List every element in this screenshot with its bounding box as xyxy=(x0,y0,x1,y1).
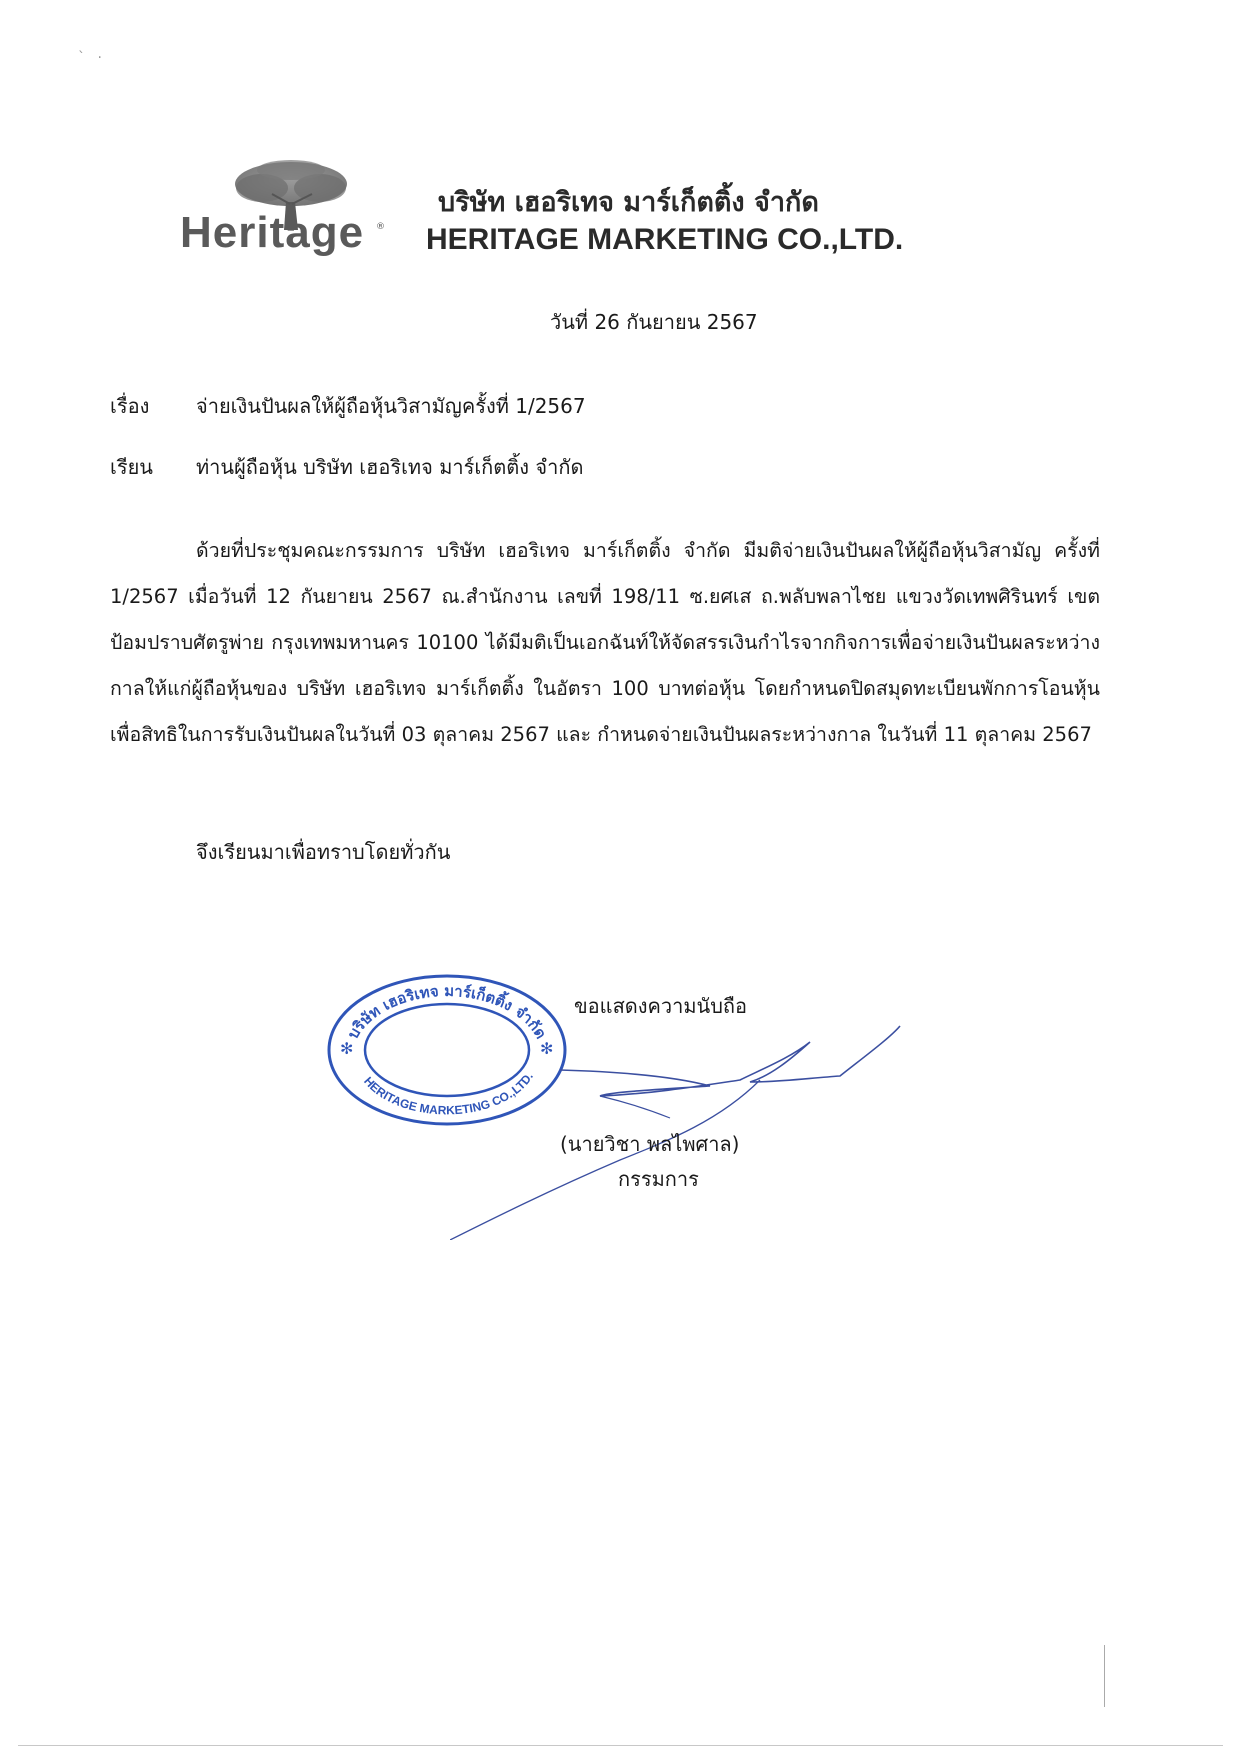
letter-body: ด้วยที่ประชุมคณะกรรมการ บริษัท เฮอริเทจ มาร์เก็ตติ้ง จำกัด มีมติจ่ายเงินปันผลให้ผู้ถือหุ้นวิสามัญ ครั้งที่ 1/2567 เมื่อวันที่ 12 กันยายน 2567 ณ.สำนักงาน เลขที่ 198/11 ซ.ยศเส ถ.พลับพลาไชย แขวงวัดเทพศิรินทร์ เขตป้อมปราบศัตรูพ่าย กรุงเทพมหานคร 10100 ได้มีมติเป็นเอกฉันท์ให้จัดสรรเงินกำไรจากกิจการเพื่อจ่ายเงินปันผลระหว่างกาลให้แก่ผู้ถือหุ้นของ บริษัท เฮอริเทจ มาร์เก็ตติ้ง ในอัตรา 100 บาทต่อหุ้น โดยกำหนดปิดสมุดทะเบียนพักการโอนหุ้นเพื่อสิทธิในการรับเงินปันผลในวันที่ 03 ตุลาคม 2567 และ กำหนดจ่ายเงินปันผลระหว่างกาล ในวันที่ 11 ตุลาคม 2567 xyxy=(110,539,1100,746)
signer-name: (นายวิชา พลไพศาล) xyxy=(560,1132,740,1156)
page-bottom-edge xyxy=(18,1745,1223,1746)
company-name-thai: บริษัท เฮอริเทจ มาร์เก็ตติ้ง จำกัด xyxy=(438,187,819,218)
recipient-text: ท่านผู้ถือหุ้น บริษัท เฮอริเทจ มาร์เก็ตติ้ง จำกัด xyxy=(196,455,584,479)
logo-wordmark: Heritage xyxy=(180,208,365,257)
signer-position: กรรมการ xyxy=(618,1167,699,1191)
heritage-logo xyxy=(180,158,402,258)
closing-line: จึงเรียนมาเพื่อทราบโดยทั่วกัน xyxy=(196,840,451,864)
stamp-star-left-icon: ✻ xyxy=(340,1039,354,1058)
recipient-label: เรียน xyxy=(110,455,153,479)
company-name-english: HERITAGE MARKETING CO.,LTD. xyxy=(426,223,904,256)
scan-edge-mark xyxy=(1104,1645,1105,1707)
registered-mark: ® xyxy=(376,222,385,232)
stamp-star-right-icon: ✻ xyxy=(540,1039,554,1058)
subject-label: เรื่อง xyxy=(110,394,150,418)
scan-speck: ` · xyxy=(78,50,106,66)
stamp-text-thai: บริษัท เฮอริเทจ มาร์เก็ตติ้ง จำกัด xyxy=(343,981,551,1042)
regards-text: ขอแสดงความนับถือ xyxy=(574,994,748,1018)
letter-date: วันที่ 26 กันยายน 2567 xyxy=(550,310,758,334)
stamp-text-english: HERITAGE MARKETING CO.,LTD. xyxy=(361,1070,536,1118)
subject-text: จ่ายเงินปันผลให้ผู้ถือหุ้นวิสามัญครั้งที่ 1/2567 xyxy=(196,394,586,418)
